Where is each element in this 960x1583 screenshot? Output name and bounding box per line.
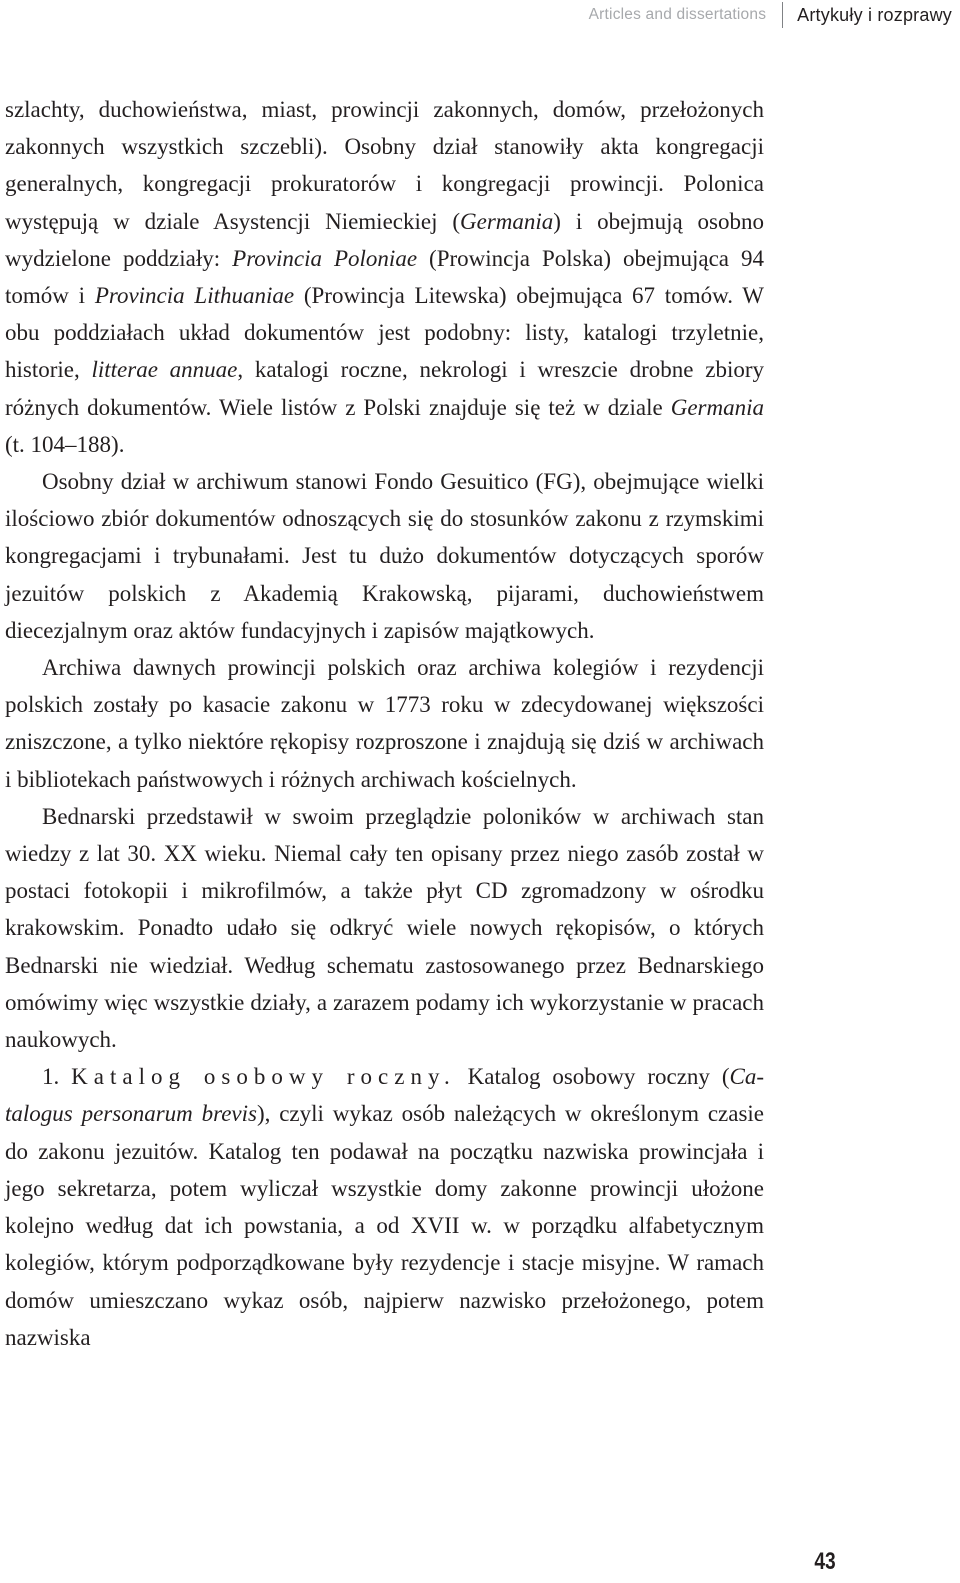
spaced-heading: Katalog osobowy roczny. [71, 1064, 456, 1090]
italic-term: Provincia Lithuaniae [94, 283, 295, 309]
text-run: ), czyli wykaz osób należących w określonym czasie do zakonu jezuitów. Katalog ten podawał na początku nazwiska prowincjała i jego sekretarza, potem wyliczał wszystkie domy zakonne prowincji ułożone kolejno według dat ich powstania, a od XVII w. w porządku alfabetycznym kolegiów, którym podporządkowane były rezydencje i stacje misyjne. W ramach domów umieszczano wykaz osób, najpierw nazwisko przełożonego, potem nazwiska [5, 1101, 764, 1350]
text-run: (Prowincja Litewska) obejmująca 67 tomów. W obu poddziałach układ dokumentów jest podobny: listy, katalogi trzyletnie, historie, [5, 283, 765, 383]
paragraph-1 [5, 91, 764, 463]
paragraph-3 [5, 649, 764, 798]
running-header-divider [782, 2, 783, 28]
italic-term: Germania [460, 208, 554, 234]
text-run: Katalog osobowy roczny ( [455, 1064, 730, 1090]
italic-term: litterae annuae [91, 357, 238, 383]
text-run: szlachty, duchowieństwa, miast, prowincji zakonnych, domów, przełożonych zakonnych wszystkich szczebli). Osobny dział stanowiły akta kongregacji generalnych, kongregacji prokuratorów i kongregacji prowincji. Polonica występują w dziale Asystencji Niemieckiej ( [5, 97, 764, 234]
italic-term: Catalogus personarum brevis [5, 1064, 765, 1127]
text-run: , katalogi roczne, nekrologi i wreszcie drobne zbiory różnych dokumentów. Wiele listów z Polski znajduje się też w dziale [5, 357, 764, 420]
text-run: 1. [42, 1064, 72, 1090]
italic-term: Provincia Poloniae [232, 245, 418, 271]
running-header-english: Articles and dissertations [588, 6, 767, 23]
text-run: Bednarski przedstawił w swoim przeglądzie poloników w archiwach stan wiedzy z lat 30. XX wieku. Niemal cały ten opisany przez niego zasób został w postaci fotokopii i mikrofilmów, a także płyt CD zgromadzony w ośrodku krakowskim. Ponadto udało się odkryć wiele nowych rękopisów, o których Bednarski nie wiedział. Według schematu zastosowanego przez Bednarskiego omówimy więc wszystkie działy, a zarazem podamy ich wykorzystanie w pracach naukowych. [5, 803, 764, 1053]
paragraph-2 [5, 463, 764, 649]
running-header-polish: Artykuły i rozprawy [797, 4, 952, 25]
text-run: (t. 104–188). [5, 431, 125, 457]
paragraph-5 [5, 1058, 764, 1356]
text-run: Archiwa dawnych prowincji polskich oraz archiwa kolegiów i rezydencji polskich zostały po kasacie zakonu w 1773 roku w zdecydowanej większości zniszczone, a tylko niektóre rękopisy rozproszone i znajdują się dziś w archiwach i bibliotekach państwowych i różnych archiwach kościelnych. [5, 655, 764, 792]
page-number: 43 [814, 1548, 836, 1575]
text-run: ) i obejmują osobno wydzielone poddziały: [5, 208, 764, 271]
paragraph-4 [5, 798, 764, 1058]
text-run: Osobny dział w archiwum stanowi Fondo Gesuitico (FG), obejmujące wielki ilościowo zbiór dokumentów odnoszących się do stosunków zakonu z rzymskimi kongregacjami i trybunałami. Jest tu dużo dokumentów dotyczących sporów jezuitów polskich z Akademią Krakowską, pijarami, duchowieństwem diecezjalnym oraz aktów fundacyjnych i zapisów majątkowych. [5, 469, 764, 643]
running-header [589, 0, 952, 30]
text-run: (Prowincja Polska) obejmująca 94 tomów i [5, 245, 765, 309]
body-text [5, 91, 764, 1356]
italic-term: Germania [670, 394, 764, 420]
